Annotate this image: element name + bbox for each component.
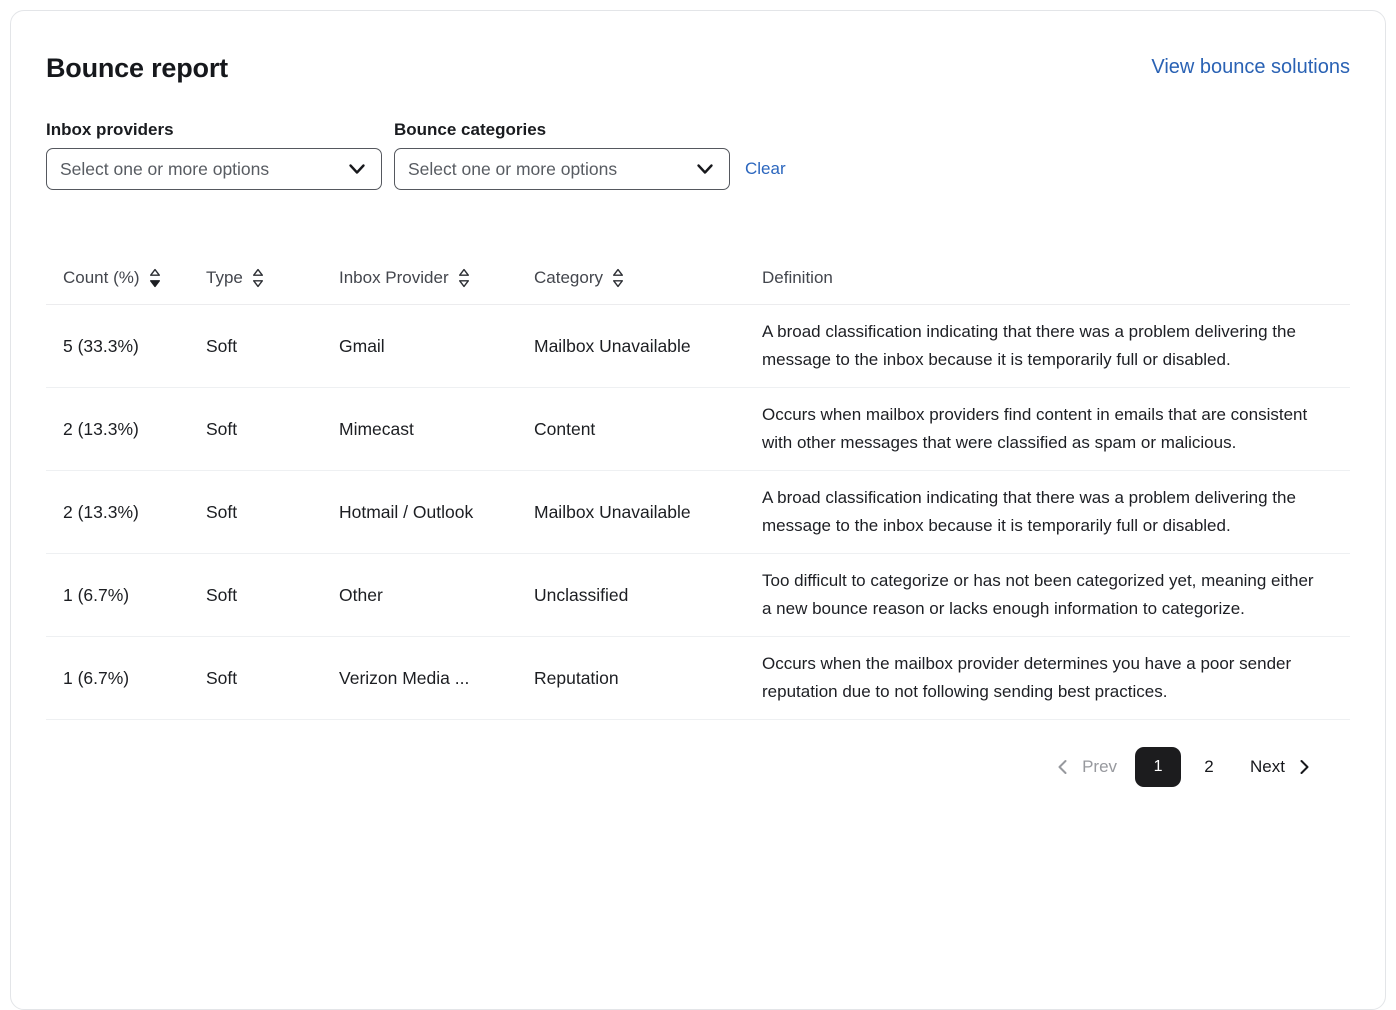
cell-inbox-provider: Mimecast	[339, 388, 534, 471]
bounce-categories-label: Bounce categories	[394, 120, 547, 139]
table-row	[46, 554, 1350, 637]
cell-type: Soft	[206, 471, 339, 554]
cell-type: Soft	[206, 637, 339, 720]
inbox-providers-placeholder: Select one or more options	[60, 158, 270, 179]
cell-category: Mailbox Unavailable	[534, 305, 762, 388]
cell-count: 1 (6.7%)	[46, 554, 206, 637]
table-row	[46, 388, 1350, 471]
bounce-table	[46, 268, 1350, 720]
table-header-row	[46, 268, 1350, 305]
bounce-categories-select[interactable]	[394, 148, 730, 190]
cell-count: 2 (13.3%)	[46, 388, 206, 471]
inbox-providers-select[interactable]	[46, 148, 382, 190]
cell-definition: Occurs when the mailbox provider determines you have a poor sender reputation due to not following sending best practices.	[762, 637, 1350, 720]
bounce-categories-placeholder: Select one or more options	[408, 158, 618, 179]
chevron-down-icon	[346, 158, 368, 180]
cell-inbox-provider: Verizon Media ...	[339, 637, 534, 720]
page-button-1[interactable]: 1	[1135, 747, 1181, 787]
cell-count: 2 (13.3%)	[46, 471, 206, 554]
cell-category: Content	[534, 388, 762, 471]
column-header-type[interactable]: Type	[206, 268, 339, 305]
prev-label: Prev	[1082, 757, 1118, 776]
cell-count: 5 (33.3%)	[46, 305, 206, 388]
chevron-down-icon	[694, 158, 716, 180]
cell-definition: Occurs when mailbox providers find content in emails that are consistent with other messages that were classified as spam or malicious.	[762, 388, 1350, 471]
next-label: Next	[1250, 757, 1285, 776]
page-title: Bounce report	[46, 53, 228, 83]
inbox-providers-filter	[46, 120, 382, 190]
table-row	[46, 305, 1350, 388]
bounce-report-card	[10, 10, 1386, 1010]
cell-category: Reputation	[534, 637, 762, 720]
next-page-button[interactable]	[1250, 757, 1314, 777]
cell-definition: A broad classification indicating that there was a problem delivering the message to the inbox because it is temporarily full or disabled.	[762, 471, 1350, 554]
prev-page-button[interactable]	[1053, 757, 1117, 777]
view-bounce-solutions-link[interactable]: View bounce solutions	[1151, 56, 1350, 78]
bounce-categories-filter	[394, 120, 730, 190]
cell-category: Unclassified	[534, 554, 762, 637]
chevron-right-icon	[1294, 757, 1314, 777]
cell-definition: Too difficult to categorize or has not been categorized yet, meaning either a new bounce reason or lacks enough information to categorize.	[762, 554, 1350, 637]
cell-definition: A broad classification indicating that there was a problem delivering the message to the inbox because it is temporarily full or disabled.	[762, 305, 1350, 388]
table-row	[46, 471, 1350, 554]
cell-inbox-provider: Hotmail / Outlook	[339, 471, 534, 554]
sort-arrows-icon	[612, 268, 624, 288]
column-header-category[interactable]: Category	[534, 268, 762, 305]
cell-inbox-provider: Gmail	[339, 305, 534, 388]
pagination	[46, 747, 1350, 787]
cell-inbox-provider: Other	[339, 554, 534, 637]
sort-arrows-icon-descending	[149, 268, 161, 288]
filters-row	[46, 120, 1350, 190]
inbox-providers-label: Inbox providers	[46, 120, 174, 139]
chevron-left-icon	[1053, 757, 1073, 777]
cell-type: Soft	[206, 388, 339, 471]
card-header	[46, 53, 1350, 84]
table-row	[46, 637, 1350, 720]
clear-filters-link[interactable]: Clear	[745, 159, 786, 178]
column-header-definition: Definition	[762, 268, 1350, 305]
column-header-count[interactable]: Count (%)	[46, 268, 206, 305]
cell-type: Soft	[206, 305, 339, 388]
page-button-2[interactable]: 2	[1204, 757, 1214, 776]
column-header-inbox-provider[interactable]: Inbox Provider	[339, 268, 534, 305]
cell-type: Soft	[206, 554, 339, 637]
sort-arrows-icon	[458, 268, 470, 288]
cell-category: Mailbox Unavailable	[534, 471, 762, 554]
cell-count: 1 (6.7%)	[46, 637, 206, 720]
sort-arrows-icon	[252, 268, 264, 288]
